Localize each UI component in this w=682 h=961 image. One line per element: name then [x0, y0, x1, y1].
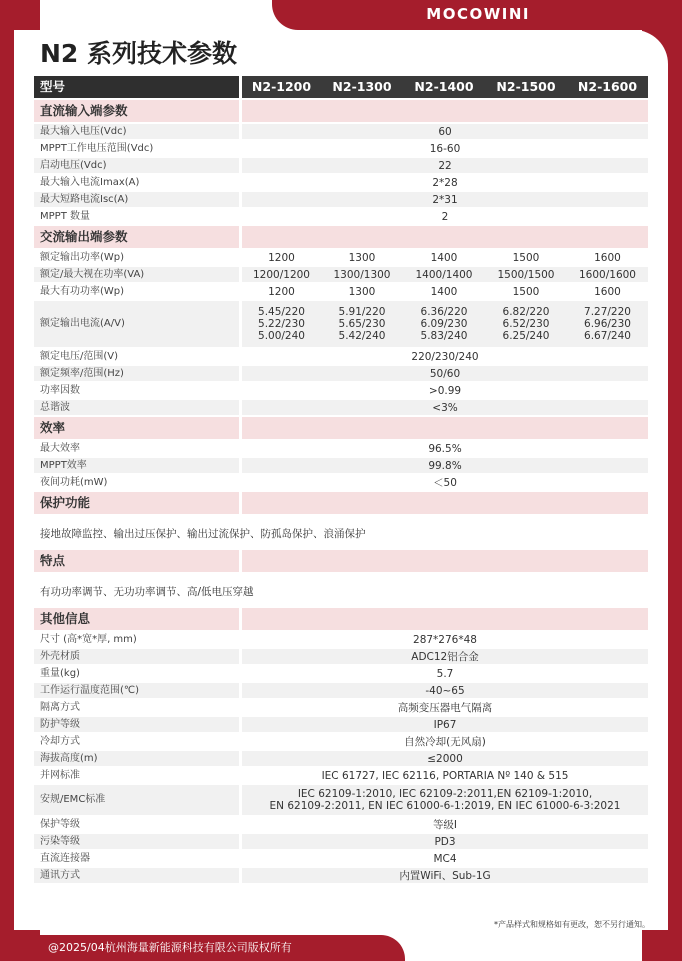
section-title: 直流输入端参数: [34, 100, 239, 122]
row-label: 最大输入电压(Vdc): [34, 124, 239, 139]
row-label: 尺寸 (高*宽*厚, mm): [34, 632, 239, 647]
table-row: [34, 717, 648, 732]
row-label: 功率因数: [34, 383, 239, 398]
row-value: 6.82/220 6.52/230 6.25/240: [485, 301, 567, 347]
section-protection: [34, 492, 648, 514]
features-text-row: [34, 574, 648, 606]
row-value: ＜50: [239, 475, 648, 490]
row-label: 安规/EMC标准: [34, 785, 239, 815]
row-value: 5.91/220 5.65/230 5.42/240: [321, 301, 403, 347]
row-label: 额定输出功率(Wp): [34, 250, 239, 265]
copyright-footer: @2025/04杭州海量新能源科技有限公司版权所有: [48, 941, 292, 954]
table-row: [34, 683, 648, 698]
row-value: 1300: [321, 250, 403, 265]
row-value: 60: [239, 124, 648, 139]
table-row: [34, 768, 648, 783]
row-label: MPPT 数量: [34, 209, 239, 224]
row-value: 1600: [567, 284, 648, 299]
row-label: 额定输出电流(A/V): [34, 301, 239, 347]
row-label: 额定电压/范围(V): [34, 349, 239, 364]
table-row: [34, 751, 648, 766]
brand-logo: MOCOWINI: [426, 5, 530, 23]
model-header: N2-1200: [239, 76, 321, 98]
row-label: 最大输入电流Imax(A): [34, 175, 239, 190]
table-row: [34, 734, 648, 749]
row-label: 污染等级: [34, 834, 239, 849]
row-value: 5.7: [239, 666, 648, 681]
row-value: 1400: [403, 284, 485, 299]
row-value: -40~65: [239, 683, 648, 698]
table-row: [34, 284, 648, 299]
row-value: 16-60: [239, 141, 648, 156]
row-value: 1200/1200: [239, 267, 321, 282]
row-value: 2: [239, 209, 648, 224]
row-value: 50/60: [239, 366, 648, 381]
row-label: MPPT工作电压范围(Vdc): [34, 141, 239, 156]
table-row: [34, 400, 648, 415]
table-row: [34, 785, 648, 815]
row-label: 总谐波: [34, 400, 239, 415]
table-row: [34, 649, 648, 664]
row-label: 工作运行温度范围(℃): [34, 683, 239, 698]
table-row: [34, 366, 648, 381]
row-value: 2*28: [239, 175, 648, 190]
section-title: 保护功能: [34, 492, 239, 514]
row-value: 5.45/220 5.22/230 5.00/240: [239, 301, 321, 347]
protection-text: 接地故障监控、输出过压保护、输出过流保护、防孤岛保护、浪涌保护: [34, 516, 648, 548]
row-value: 等级I: [239, 817, 648, 832]
row-value: 1600: [567, 250, 648, 265]
table-row: [34, 267, 648, 282]
row-value: 1500: [485, 284, 567, 299]
table-row: [34, 700, 648, 715]
section-title: 交流输出端参数: [34, 226, 239, 248]
row-value: ADC12铝合金: [239, 649, 648, 664]
row-label: 防护等级: [34, 717, 239, 732]
row-label: 并网标准: [34, 768, 239, 783]
table-row: [34, 141, 648, 156]
protection-text-row: [34, 516, 648, 548]
table-row: [34, 209, 648, 224]
row-label: 外壳材质: [34, 649, 239, 664]
row-value: 99.8%: [239, 458, 648, 473]
row-value: 内置WiFi、Sub-1G: [239, 868, 648, 883]
row-value: ≤2000: [239, 751, 648, 766]
row-label: 启动电压(Vdc): [34, 158, 239, 173]
section-dc-input: [34, 100, 648, 122]
table-row: [34, 349, 648, 364]
spec-table: [34, 74, 648, 885]
table-row: [34, 301, 648, 347]
row-value: >0.99: [239, 383, 648, 398]
table-row: [34, 632, 648, 647]
row-label: 直流连接器: [34, 851, 239, 866]
row-value: 287*276*48: [239, 632, 648, 647]
row-value: 1400/1400: [403, 267, 485, 282]
row-value: 1200: [239, 284, 321, 299]
row-value: 96.5%: [239, 441, 648, 456]
table-row: [34, 458, 648, 473]
row-label: 通讯方式: [34, 868, 239, 883]
table-row: [34, 175, 648, 190]
section-title: 特点: [34, 550, 239, 572]
row-label: 冷却方式: [34, 734, 239, 749]
row-value: IP67: [239, 717, 648, 732]
row-label: 海拔高度(m): [34, 751, 239, 766]
row-label: MPPT效率: [34, 458, 239, 473]
section-ac-output: [34, 226, 648, 248]
row-value: 1500: [485, 250, 567, 265]
row-label: 最大有功功率(Wp): [34, 284, 239, 299]
table-row: [34, 441, 648, 456]
section-efficiency: [34, 417, 648, 439]
model-header: N2-1500: [485, 76, 567, 98]
row-value: 1400: [403, 250, 485, 265]
row-value: 220/230/240: [239, 349, 648, 364]
model-header: N2-1400: [403, 76, 485, 98]
row-value: 22: [239, 158, 648, 173]
row-label: 重量(kg): [34, 666, 239, 681]
row-value: 7.27/220 6.96/230 6.67/240: [567, 301, 648, 347]
row-value: 1300/1300: [321, 267, 403, 282]
table-row: [34, 666, 648, 681]
row-label: 夜间功耗(mW): [34, 475, 239, 490]
row-value: IEC 61727, IEC 62116, PORTARIA Nº 140 & 515: [239, 768, 648, 783]
row-label: 保护等级: [34, 817, 239, 832]
row-value: MC4: [239, 851, 648, 866]
row-value: 1500/1500: [485, 267, 567, 282]
section-title: 其他信息: [34, 608, 239, 630]
table-header-row: [34, 76, 648, 98]
row-value: 6.36/220 6.09/230 5.83/240: [403, 301, 485, 347]
model-header: N2-1600: [567, 76, 648, 98]
row-value: 1300: [321, 284, 403, 299]
table-row: [34, 851, 648, 866]
row-value: 1200: [239, 250, 321, 265]
model-header-label: 型号: [34, 76, 239, 98]
row-value: 高频变压器电气隔离: [239, 700, 648, 715]
page-title: N2 系列技术参数: [40, 39, 238, 68]
table-row: [34, 250, 648, 265]
table-row: [34, 124, 648, 139]
row-value: 1600/1600: [567, 267, 648, 282]
row-label: 隔离方式: [34, 700, 239, 715]
disclaimer-note: *产品样式和规格如有更改，恕不另行通知。: [494, 920, 650, 929]
row-label: 最大短路电流Isc(A): [34, 192, 239, 207]
section-other-info: [34, 608, 648, 630]
section-title: 效率: [34, 417, 239, 439]
model-header: N2-1300: [321, 76, 403, 98]
table-row: [34, 868, 648, 883]
features-text: 有功功率调节、无功功率调节、高/低电压穿越: [34, 574, 648, 606]
table-row: [34, 158, 648, 173]
row-value: PD3: [239, 834, 648, 849]
bottom-footer-band: [0, 935, 405, 961]
row-value: <3%: [239, 400, 648, 415]
row-value: 2*31: [239, 192, 648, 207]
row-value: IEC 62109-1:2010, IEC 62109-2:2011,EN 62109-1:2010, EN 62109-2:2011, EN IEC 61000-6-1:2019, EN IEC 61000-6-3:2021: [239, 785, 648, 815]
row-label: 额定/最大视在功率(VA): [34, 267, 239, 282]
table-row: [34, 475, 648, 490]
table-row: [34, 834, 648, 849]
row-label: 最大效率: [34, 441, 239, 456]
row-value: 自然冷却(无风扇): [239, 734, 648, 749]
table-row: [34, 817, 648, 832]
top-brand-band: [272, 0, 682, 30]
section-features: [34, 550, 648, 572]
table-row: [34, 192, 648, 207]
row-label: 额定频率/范围(Hz): [34, 366, 239, 381]
table-row: [34, 383, 648, 398]
